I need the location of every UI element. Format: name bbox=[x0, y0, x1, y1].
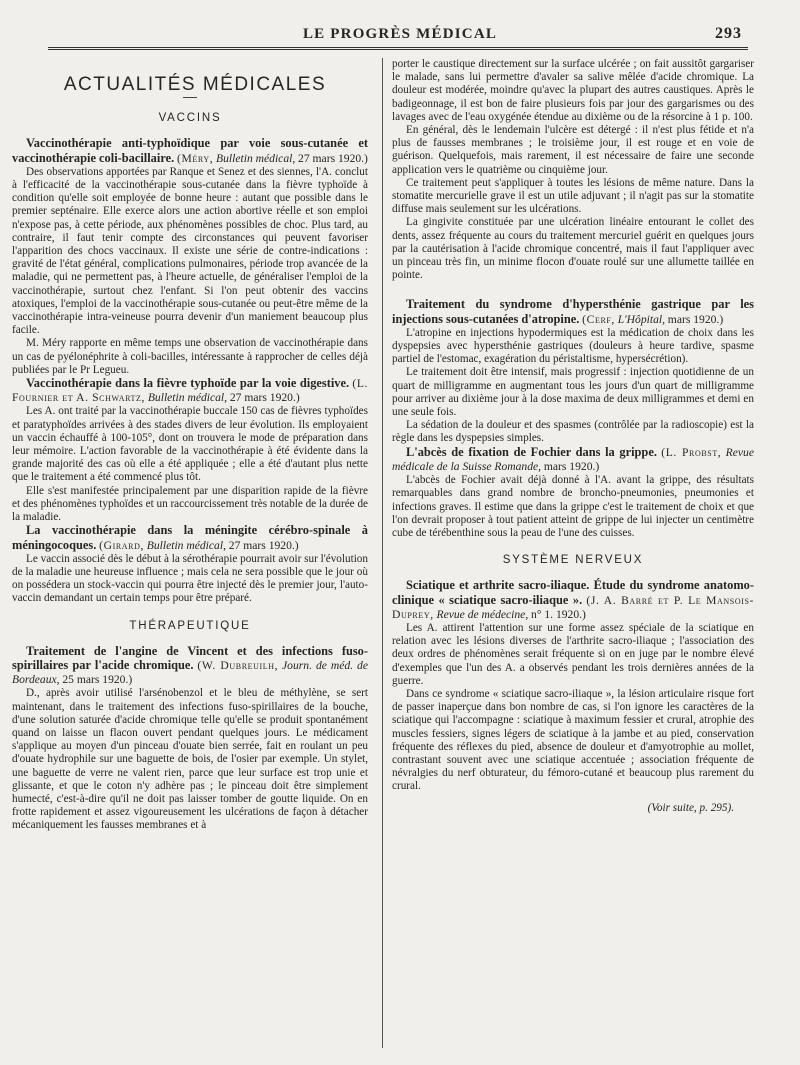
article-paragraph: En général, dès le lendemain l'ulcère est détergé : il n'est plus fétide et n'a plus de fausses membranes ; le troisième jour, il est rouge et en voie de guérison. Quelquefois, mais rarement, il est nécessaire de faire une seconde application vers le quatrième ou cinquième jour. bbox=[392, 124, 754, 176]
article-journal: L'Hôpital, bbox=[617, 312, 665, 326]
article-heading bbox=[12, 645, 368, 688]
article-title: Traitement du syndrome d'hypersthénie gastrique par les injections sous-cutanées d'atropine. bbox=[392, 297, 754, 326]
article-journal: Revue médicale de la Suisse Romande, bbox=[392, 445, 754, 473]
spacer bbox=[392, 282, 754, 298]
article-title: Vaccinothérapie dans la fièvre typhoïde par la voie digestive. bbox=[26, 376, 350, 391]
article-author: (L. Probst, bbox=[661, 445, 722, 459]
article-date: mars 1920.) bbox=[667, 312, 724, 326]
article-author: (W. Dubreuilh, bbox=[197, 658, 279, 672]
article-author: (L. Fournier et A. Schwartz, bbox=[12, 377, 369, 405]
article-paragraph: La gingivite constituée par une ulcération linéaire entourant le collet des dents, assez fréquente au cours du traitement mercuriel guérit en quelques jours par la cautérisation à l'acide chromique concentré, mais il faut l'appliquer avec un pinceau très fin, un minime flocon d'ouate roulé sur une allumette taillée en pointe. bbox=[392, 216, 754, 282]
article-heading bbox=[392, 298, 754, 326]
article-date: 27 mars 1920.) bbox=[228, 538, 299, 552]
article-journal: Revue de médecine, bbox=[436, 607, 529, 621]
article-date: 25 mars 1920.) bbox=[62, 673, 133, 687]
article-heading bbox=[392, 579, 754, 622]
article-author: (Cerf, bbox=[582, 312, 615, 326]
article-heading bbox=[12, 524, 368, 552]
right-column bbox=[392, 58, 754, 815]
article-author: (Méry, bbox=[177, 151, 214, 165]
article-date: n° 1. 1920.) bbox=[531, 607, 586, 621]
article-paragraph: Les A. ont traité par la vaccinothérapie buccale 150 cas de fièvres typhoïdes et paratyphoïdes arrivées à des stades divers de leur évolution. Ils employaient un vaccin échauffé à 100-105°, dont on trouvera le mode de préparation dans leur mémoire. L'action favorable de la vaccinothérapie à été évidente dans la grande majorité des cas où elle a été appliquée ; elle a été d'autant plus nette que le traitement a été commencé plus tôt. bbox=[12, 405, 368, 484]
article-title: Vaccinothérapie anti-typhoïdique par voie sous-cutanée et vaccinothérapie coli-bacillaire. bbox=[12, 136, 368, 165]
title-dash bbox=[183, 97, 197, 98]
article-paragraph: La sédation de la douleur et des spasmes (contrôlée par la radioscopie) est la règle dans les dyspepsies simples. bbox=[392, 419, 754, 445]
article-heading bbox=[392, 446, 754, 474]
running-title: LE PROGRÈS MÉDICAL bbox=[302, 26, 498, 42]
subsection-therapeutique: THÉRAPEUTIQUE bbox=[129, 619, 251, 632]
article-heading bbox=[12, 137, 368, 165]
subsection-systeme-nerveux: SYSTÈME NERVEUX bbox=[502, 554, 644, 567]
article-author: (Girard, bbox=[99, 538, 144, 552]
article-paragraph: Elle s'est manifestée principalement par une disparition rapide de la fièvre et des phénomènes typhoïdes et un raccourcissement très notable de la durée de la maladie. bbox=[12, 484, 369, 524]
article-paragraph: porter le caustique directement sur la surface ulcérée ; on fait aussitôt gargariser le malade, sans lui permettre d'avaler sa salive mêlée d'acide chromique. La douleur est modérée, moindre qu'avec la plupart des autres caustiques. Après le badigeonnage, il est bon de faire plusieurs fois par jour des gargarismes ou des lavages avec de l'eau oxygénée étendue au dixième ou de la résorcine à 1 p. 100. bbox=[392, 58, 754, 123]
column-divider bbox=[382, 58, 383, 1048]
left-column bbox=[12, 58, 368, 833]
article-title: L'abcès de fixation de Fochier dans la grippe. bbox=[406, 444, 657, 459]
article-journal: Journ. de méd. de Bordeaux, bbox=[12, 658, 368, 687]
article-date: 27 mars 1920.) bbox=[229, 391, 300, 405]
header-rule bbox=[48, 47, 748, 50]
article-paragraph: Les A. attirent l'attention sur une forme assez spéciale de la sciatique en relation avec les lésions diverses de l'arthrite sacro-iliaque ; l'association des deux ordres de phénomènes serait fréquente si on en juge par le nombre élevé d'exemples que l'un des A. a observés pendant les trois dernières années de la guerre. bbox=[392, 621, 754, 687]
article-journal: Bulletin médical, bbox=[147, 391, 228, 405]
article-title: Traitement de l'angine de Vincent et des infections fuso-spirillaires par l'acide chromique. bbox=[12, 643, 368, 672]
article-paragraph: M. Méry rapporte en même temps une observation de vaccinothérapie dans un cas de pyélonéphrite à coli-bacilles, intéressante à rapprocher de celles déjà publiées par le Pr Legueu. bbox=[12, 337, 368, 376]
article-paragraph: D., après avoir utilisé l'arsénobenzol et le bleu de méthylène, se sert maintenant, dans le traitement des infections fuso-spirillaires de la bouche, d'une solution saturée d'acide chromique telle qu'elle se produit spontanément quand on laisse un flacon ouvert pendant quelques jours. Le médicament s'applique au moyen d'un pinceau d'ouate bien serrée, fait en roulant un peu d'ouate hydrophile sur une baguette de bois, de l'osier par exemple. Un stylet, une baguette de verre ne valent rien, parce que leur surface est trop unie et glissante, et que le coton n'y adhère pas ; le pinceau doit être simplement humecté, c'est-à-dire qu'il ne doit pas laisser tomber de goutte liquide. On en frotte rapidement et assez vigoureusement les ulcérations de façon à détacher mécaniquement les fausses membranes et à bbox=[12, 687, 368, 832]
continuation-note: (Voir suite, p. 295). bbox=[647, 801, 734, 814]
page-number: 293 bbox=[715, 25, 742, 42]
article-paragraph: Dans ce syndrome « sciatique sacro-iliaque », la lésion articulaire risque fort de passer inaperçue dans bon nombre de cas, si l'on ignore les caractères de la sciatique qui l'accompagne : sciatique à maximum fessier et crural, atrophie des muscles fessiers, signes légers de sciatique à la jambe et au pied, conservation fréquente des réflexes du pied, absence de douleur et d'amyotrophie au mollet, contrastant souvent avec une sciatique accentuée ; association fréquente de névralgies du nerf obturateur, du fémoro-cutané et beaucoup plus rarement du crural. bbox=[392, 687, 754, 793]
subsection-vaccins: VACCINS bbox=[158, 112, 222, 125]
article-date: 27 mars 1920.) bbox=[298, 151, 368, 165]
page-header bbox=[0, 0, 800, 52]
article-title: La vaccinothérapie dans la méningite cérébro-spinale à méningocoques. bbox=[12, 523, 368, 552]
article-paragraph: Ce traitement peut s'appliquer à toutes les lésions de même nature. Dans la stomatite mercurielle grave il est un utile adjuvant ; il n'agit pas sur la stomatite diffuse mais seulement sur les ulcérations. bbox=[392, 176, 754, 216]
article-paragraph: Des observations apportées par Ranque et Senez et des siennes, l'A. conclut à l'efficacité de la vaccinothérapie sous-cutanée dans la fièvre typhoïde à condition qu'elle soit employée de bonne heure : autant que possible dans le premier septénaire. Elle exerce alors une action abortive réelle et son emploi n'expose pas, à cette période, aux phénomènes possibles de choc. Plus tard, au contraire, il faut tenir compte des circonstances qui peuvent favoriser l'apparition des chocs vaccinaux. Il existe une série de contre-indications : gravité de l'état général, complications pulmonaires, période trop avancée de la maladie, qui ne permettent pas, à l'heure actuelle, de généraliser l'emploi de la vaccinothérapie, surtout chez l'enfant. Si l'on peut obtenir des vaccins atoxiques, l'emploi de la vaccinothérapie sous-cutanée ou peut-être même de la vaccinothérapie intra-veineuse pourra devenir d'un maniement beaucoup plus facile. bbox=[12, 165, 368, 337]
article-heading bbox=[12, 377, 368, 405]
article-paragraph: Le vaccin associé dès le début à la sérothérapie pourrait avoir sur l'évolution de la maladie une heureuse influence ; mais cela ne sera possible que le jour où on possédera un stock-vaccin qui pourra être injecté dès le premier jour, l'auto-vaccin demandant un certain temps pour être préparé. bbox=[12, 552, 368, 605]
article-journal: Bulletin médical, bbox=[146, 538, 226, 552]
article-journal: Bulletin médical, bbox=[216, 151, 296, 165]
article-date: mars 1920.) bbox=[543, 459, 600, 473]
article-paragraph: Le traitement doit être intensif, mais progressif : injection quotidienne de un quart de milligramme en augmentant tous les jours d'un quart de milligramme pour arriver au dixième jour à la dose maxima de deux milligrammes et demi en une seule fois. bbox=[392, 366, 754, 419]
section-title: ACTUALITÉS MÉDICALES bbox=[63, 74, 327, 95]
article-title: Sciatique et arthrite sacro-iliaque. Étude du syndrome anatomo-clinique « sciatique sacro-iliaque ». bbox=[392, 578, 754, 607]
article-paragraph: L'abcès de Fochier avait déjà donné à l'A. avant la grippe, des résultats remarquables dans grand nombre de broncho-pneumonies, pneumonies et infections graves. Il estime que dans la grippe c'est le traitement de choix et que l'on devrait proposer à tout patient atteint de grippe de lui injecter un centimètre cube de térébenthine sous la peau de l'une des cuisses. bbox=[392, 474, 754, 539]
article-paragraph: L'atropine en injections hypodermiques est la médication de choix dans les dyspepsies avec hypersthénie gastriques (douleurs à heure tardive, spasme partiel de l'estomac, exagération du péristaltisme, hypersécrétion). bbox=[392, 326, 754, 366]
article-author: (J. A. Barré et P. Le Mansois-Duprey, bbox=[392, 593, 755, 621]
